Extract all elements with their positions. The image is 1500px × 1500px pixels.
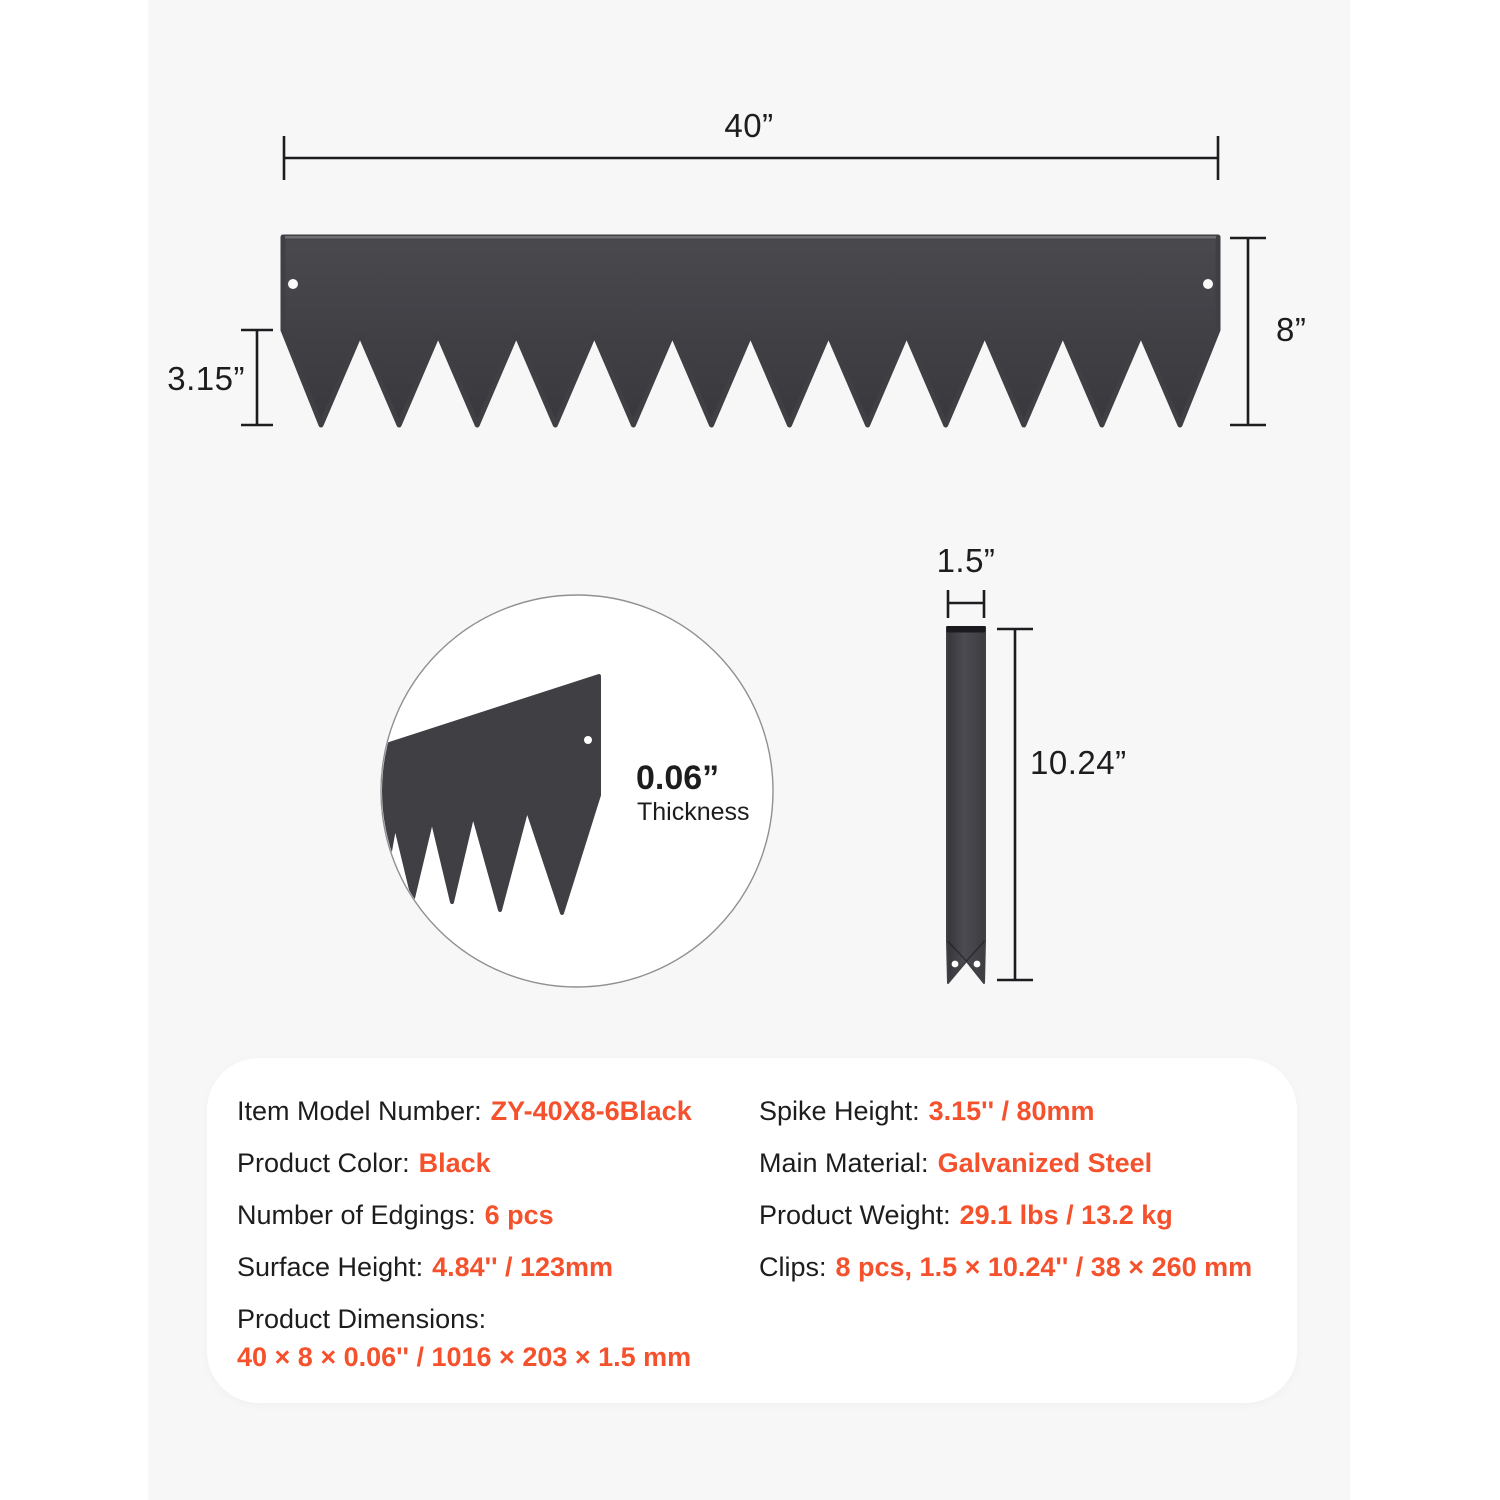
spec-product-color bbox=[237, 1146, 491, 1180]
height-dimension-lines bbox=[1230, 238, 1266, 425]
spec-panel bbox=[207, 1058, 1297, 1403]
thickness-value-label: 0.06” bbox=[636, 759, 720, 797]
clip-hole-right bbox=[974, 961, 981, 968]
spec-value: ZY-40X8-6Black bbox=[490, 1096, 692, 1126]
spec-product-dimensions-label bbox=[237, 1302, 495, 1336]
spec-clips bbox=[759, 1250, 1252, 1284]
spec-value: 4.84'' / 123mm bbox=[432, 1252, 614, 1282]
spec-surface-height bbox=[237, 1250, 613, 1284]
spec-product-dimensions-value bbox=[237, 1340, 691, 1374]
spec-label: Number of Edgings: bbox=[237, 1200, 476, 1230]
spec-label: Clips: bbox=[759, 1252, 827, 1282]
spec-value: 40 × 8 × 0.06'' / 1016 × 203 × 1.5 mm bbox=[237, 1342, 692, 1372]
spec-value: 6 pcs bbox=[484, 1200, 554, 1230]
spec-spike-height bbox=[759, 1094, 1095, 1128]
edging-hole-right bbox=[1203, 279, 1213, 289]
spec-label: Product Weight: bbox=[759, 1200, 951, 1230]
spec-label: Product Dimensions: bbox=[237, 1304, 487, 1334]
spec-label: Surface Height: bbox=[237, 1252, 424, 1282]
thickness-caption-label: Thickness bbox=[637, 798, 750, 826]
spec-label: Product Color: bbox=[237, 1148, 410, 1178]
edging-top-bevel bbox=[285, 236, 1216, 239]
spec-number-of-edgings bbox=[237, 1198, 554, 1232]
height-dimension-label: 8” bbox=[1276, 311, 1307, 348]
edging-silhouette bbox=[283, 237, 1218, 425]
clip-hole-left bbox=[952, 961, 959, 968]
clip-illustration bbox=[947, 626, 986, 983]
spec-value: 3.15'' / 80mm bbox=[928, 1096, 1095, 1126]
fragment-hole bbox=[584, 736, 592, 744]
spec-label: Item Model Number: bbox=[237, 1096, 482, 1126]
edging-hole-left bbox=[288, 279, 298, 289]
spec-main-material bbox=[759, 1146, 1152, 1180]
width-dimension-label: 40” bbox=[724, 107, 774, 144]
spike-dimension-label: 3.15” bbox=[167, 360, 245, 397]
clip-width-dimension-lines bbox=[948, 590, 984, 618]
spec-product-weight bbox=[759, 1198, 1173, 1232]
spec-item-model-number bbox=[237, 1094, 692, 1128]
spec-value: Galvanized Steel bbox=[937, 1148, 1153, 1178]
spec-value: Black bbox=[418, 1148, 491, 1178]
clip-width-dimension-label: 1.5” bbox=[936, 542, 996, 579]
clip-top-cap bbox=[947, 626, 986, 633]
spec-value: 8 pcs, 1.5 × 10.24'' / 38 × 260 mm bbox=[835, 1252, 1253, 1282]
clip-silhouette bbox=[947, 627, 985, 983]
clip-height-dimension-label: 10.24” bbox=[1030, 744, 1127, 781]
edging-strip-illustration bbox=[283, 236, 1218, 425]
thickness-detail-circle bbox=[370, 595, 773, 987]
spec-label: Spike Height: bbox=[759, 1096, 920, 1126]
clip-height-dimension-lines bbox=[997, 629, 1033, 980]
spike-dimension-lines bbox=[241, 330, 273, 425]
spec-value: 29.1 lbs / 13.2 kg bbox=[959, 1200, 1173, 1230]
spec-label: Main Material: bbox=[759, 1148, 929, 1178]
